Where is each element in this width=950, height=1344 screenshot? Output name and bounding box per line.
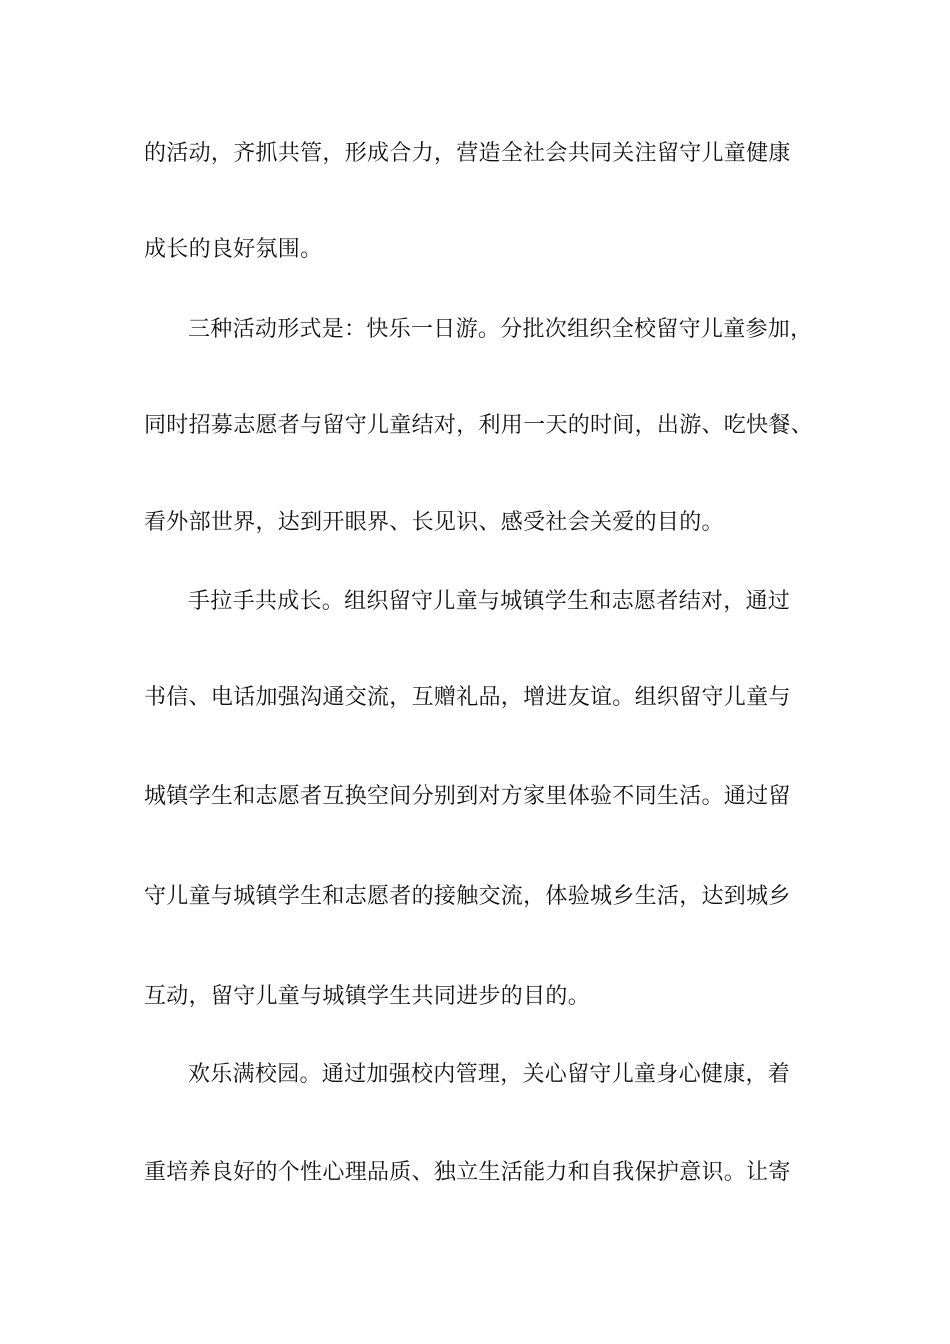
- text-line: 书信、电话加强沟通交流，互赠礼品，增进友谊。组织留守儿童与: [144, 685, 791, 710]
- text-line: 看外部世界，达到开眼界、长见识、感受社会关爱的目的。: [144, 510, 724, 535]
- text-line: 重培养良好的个性心理品质、独立生活能力和自我保护意识。让寄: [144, 1160, 791, 1185]
- paragraph-start-line: 三种活动形式是：快乐一日游。分批次组织全校留守儿童参加，: [188, 317, 813, 342]
- text-line: 成长的良好氛围。: [144, 237, 323, 262]
- text-line: 城镇学生和志愿者互换空间分别到对方家里体验不同生活。通过留: [144, 784, 791, 809]
- paragraph-start-line: 手拉手共成长。组织留守儿童与城镇学生和志愿者结对，通过: [188, 589, 791, 614]
- text-line: 互动，留守儿童与城镇学生共同进步的目的。: [144, 984, 591, 1009]
- text-line: 的活动，齐抓共管，形成合力，营造全社会共同关注留守儿童健康: [144, 141, 791, 166]
- paragraph-start-line: 欢乐满校园。通过加强校内管理，关心留守儿童身心健康，着: [188, 1062, 791, 1087]
- text-line: 守儿童与城镇学生和志愿者的接触交流，体验城乡生活，达到城乡: [144, 884, 791, 909]
- text-line: 同时招募志愿者与留守儿童结对，利用一天的时间，出游、吃快餐、: [144, 413, 814, 438]
